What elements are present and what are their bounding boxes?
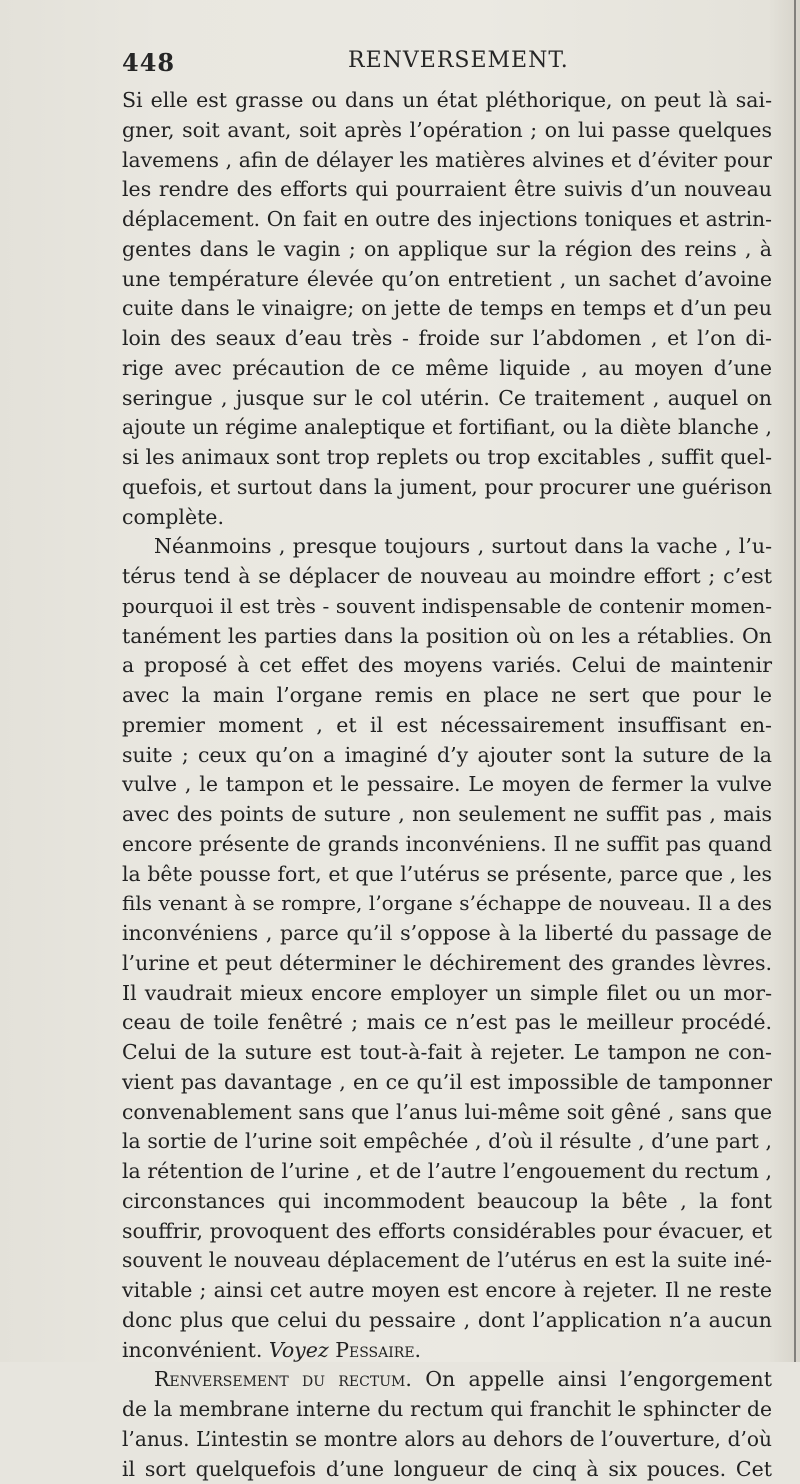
paragraph-1 [122,86,772,532]
text-line: quefois, et surtout dans la jument, pour procurer une guérison [122,473,772,503]
running-head [122,48,762,84]
page-number: 448 [122,48,175,77]
text-line: ajoute un régime analeptique et fortifiant, ou la diète blanche , [122,413,772,443]
text-line: souvent le nouveau déplacement de l’utérus en est la suite iné- [122,1246,772,1276]
text-line: Néanmoins , presque toujours , surtout dans la vache , l’u- [122,532,772,562]
text-line: inconvéniens , parce qu’il s’oppose à la liberté du passage de [122,919,772,949]
text-line: pourquoi il est très - souvent indispensable de contenir momen- [122,592,772,622]
text-line: térus tend à se déplacer de nouveau au moindre effort ; c’est [122,562,772,592]
text-line: tanément les parties dans la position où on les a rétablies. On [122,622,772,652]
text-line: une température élevée qu’on entretient , un sachet d’avoine [122,265,772,295]
text-line: si les animaux sont trop replets ou trop excitables , suffit quel- [122,443,772,473]
text-line: gentes dans le vagin ; on applique sur la région des reins , à [122,235,772,265]
text-line: complète. [122,503,772,533]
text-line: l’anus. L’intestin se montre alors au dehors de l’ouverture, d’où [122,1425,772,1455]
text-line: donc plus que celui du pessaire , dont l’application n’a aucun [122,1306,772,1336]
text-line: avec la main l’organe remis en place ne sert que pour le [122,681,772,711]
text-line: Celui de la suture est tout-à-fait à rejeter. Le tampon ne con- [122,1038,772,1068]
text-line: fils venant à se rompre, l’organe s’échappe de nouveau. Il a des [122,889,772,919]
text-line: loin des seaux d’eau très - froide sur l’abdomen , et l’on di- [122,324,772,354]
text-fragment: inconvénient. [122,1338,262,1362]
text-line: vient pas davantage , en ce qu’il est impossible de tamponner [122,1068,772,1098]
text-line: lavemens , afin de délayer les matières alvines et d’éviter pour [122,146,772,176]
text-line: Il vaudrait mieux encore employer un simple filet ou un mor- [122,979,772,1009]
see-also-label: Voyez [269,1338,329,1362]
text-fragment: On appelle ainsi l’engorgement [425,1367,772,1391]
text-line: déplacement. On fait en outre des injections toniques et astrin- [122,205,772,235]
text-line: la sortie de l’urine soit empêchée , d’où il résulte , d’une part , [122,1127,772,1157]
text-line: les rendre des efforts qui pourraient être suivis d’un nouveau [122,175,772,205]
text-line: souffrir, provoquent des efforts considérables pour évacuer, et [122,1217,772,1247]
text-line: seringue , jusque sur le col utérin. Ce traitement , auquel on [122,384,772,414]
text-line: il sort quelquefois d’une longueur de cinq à six pouces. Cet [122,1455,772,1484]
text-line: Si elle est grasse ou dans un état pléthorique, on peut là sai- [122,86,772,116]
text-line: la rétention de l’urine , et de l’autre l’engouement du rectum , [122,1157,772,1187]
body-text [122,86,772,1484]
text-line: convenablement sans que l’anus lui-même soit gêné , sans que [122,1098,772,1128]
text-line: avec des points de suture , non seulement ne suffit pas , mais [122,800,772,830]
page-edge [794,0,796,1362]
text-line: a proposé à cet effet des moyens variés. Celui de maintenir [122,651,772,681]
paragraph-3 [122,1365,772,1484]
text-line: rige avec précaution de ce même liquide , au moyen d’une [122,354,772,384]
text-line: la bête pousse fort, et que l’utérus se présente, parce que , les [122,860,772,890]
cross-reference: Pessaire. [335,1338,421,1362]
text-line: encore présente de grands inconvéniens. Il ne suffit pas quand [122,830,772,860]
text-line [122,1336,772,1366]
entry-term: Renversement du rectum. [154,1367,412,1391]
text-line [122,1365,772,1395]
text-line: cuite dans le vinaigre; on jette de temps en temps et d’un peu [122,294,772,324]
text-line: circonstances qui incommodent beaucoup la bête , la font [122,1187,772,1217]
text-line: vulve , le tampon et le pessaire. Le moyen de fermer la vulve [122,770,772,800]
text-line: vitable ; ainsi cet autre moyen est encore à rejeter. Il ne reste [122,1276,772,1306]
text-line: de la membrane interne du rectum qui franchit le sphincter de [122,1395,772,1425]
paragraph-2 [122,532,772,1365]
text-line: l’urine et peut déterminer le déchirement des grandes lèvres. [122,949,772,979]
text-line: ceau de toile fenêtré ; mais ce n’est pas le meilleur procédé. [122,1008,772,1038]
text-line: suite ; ceux qu’on a imaginé d’y ajouter sont la suture de la [122,741,772,771]
running-title: RENVERSEMENT. [348,48,569,73]
text-line: gner, soit avant, soit après l’opération ; on lui passe quelques [122,116,772,146]
text-line: premier moment , et il est nécessairement insuffisant en- [122,711,772,741]
